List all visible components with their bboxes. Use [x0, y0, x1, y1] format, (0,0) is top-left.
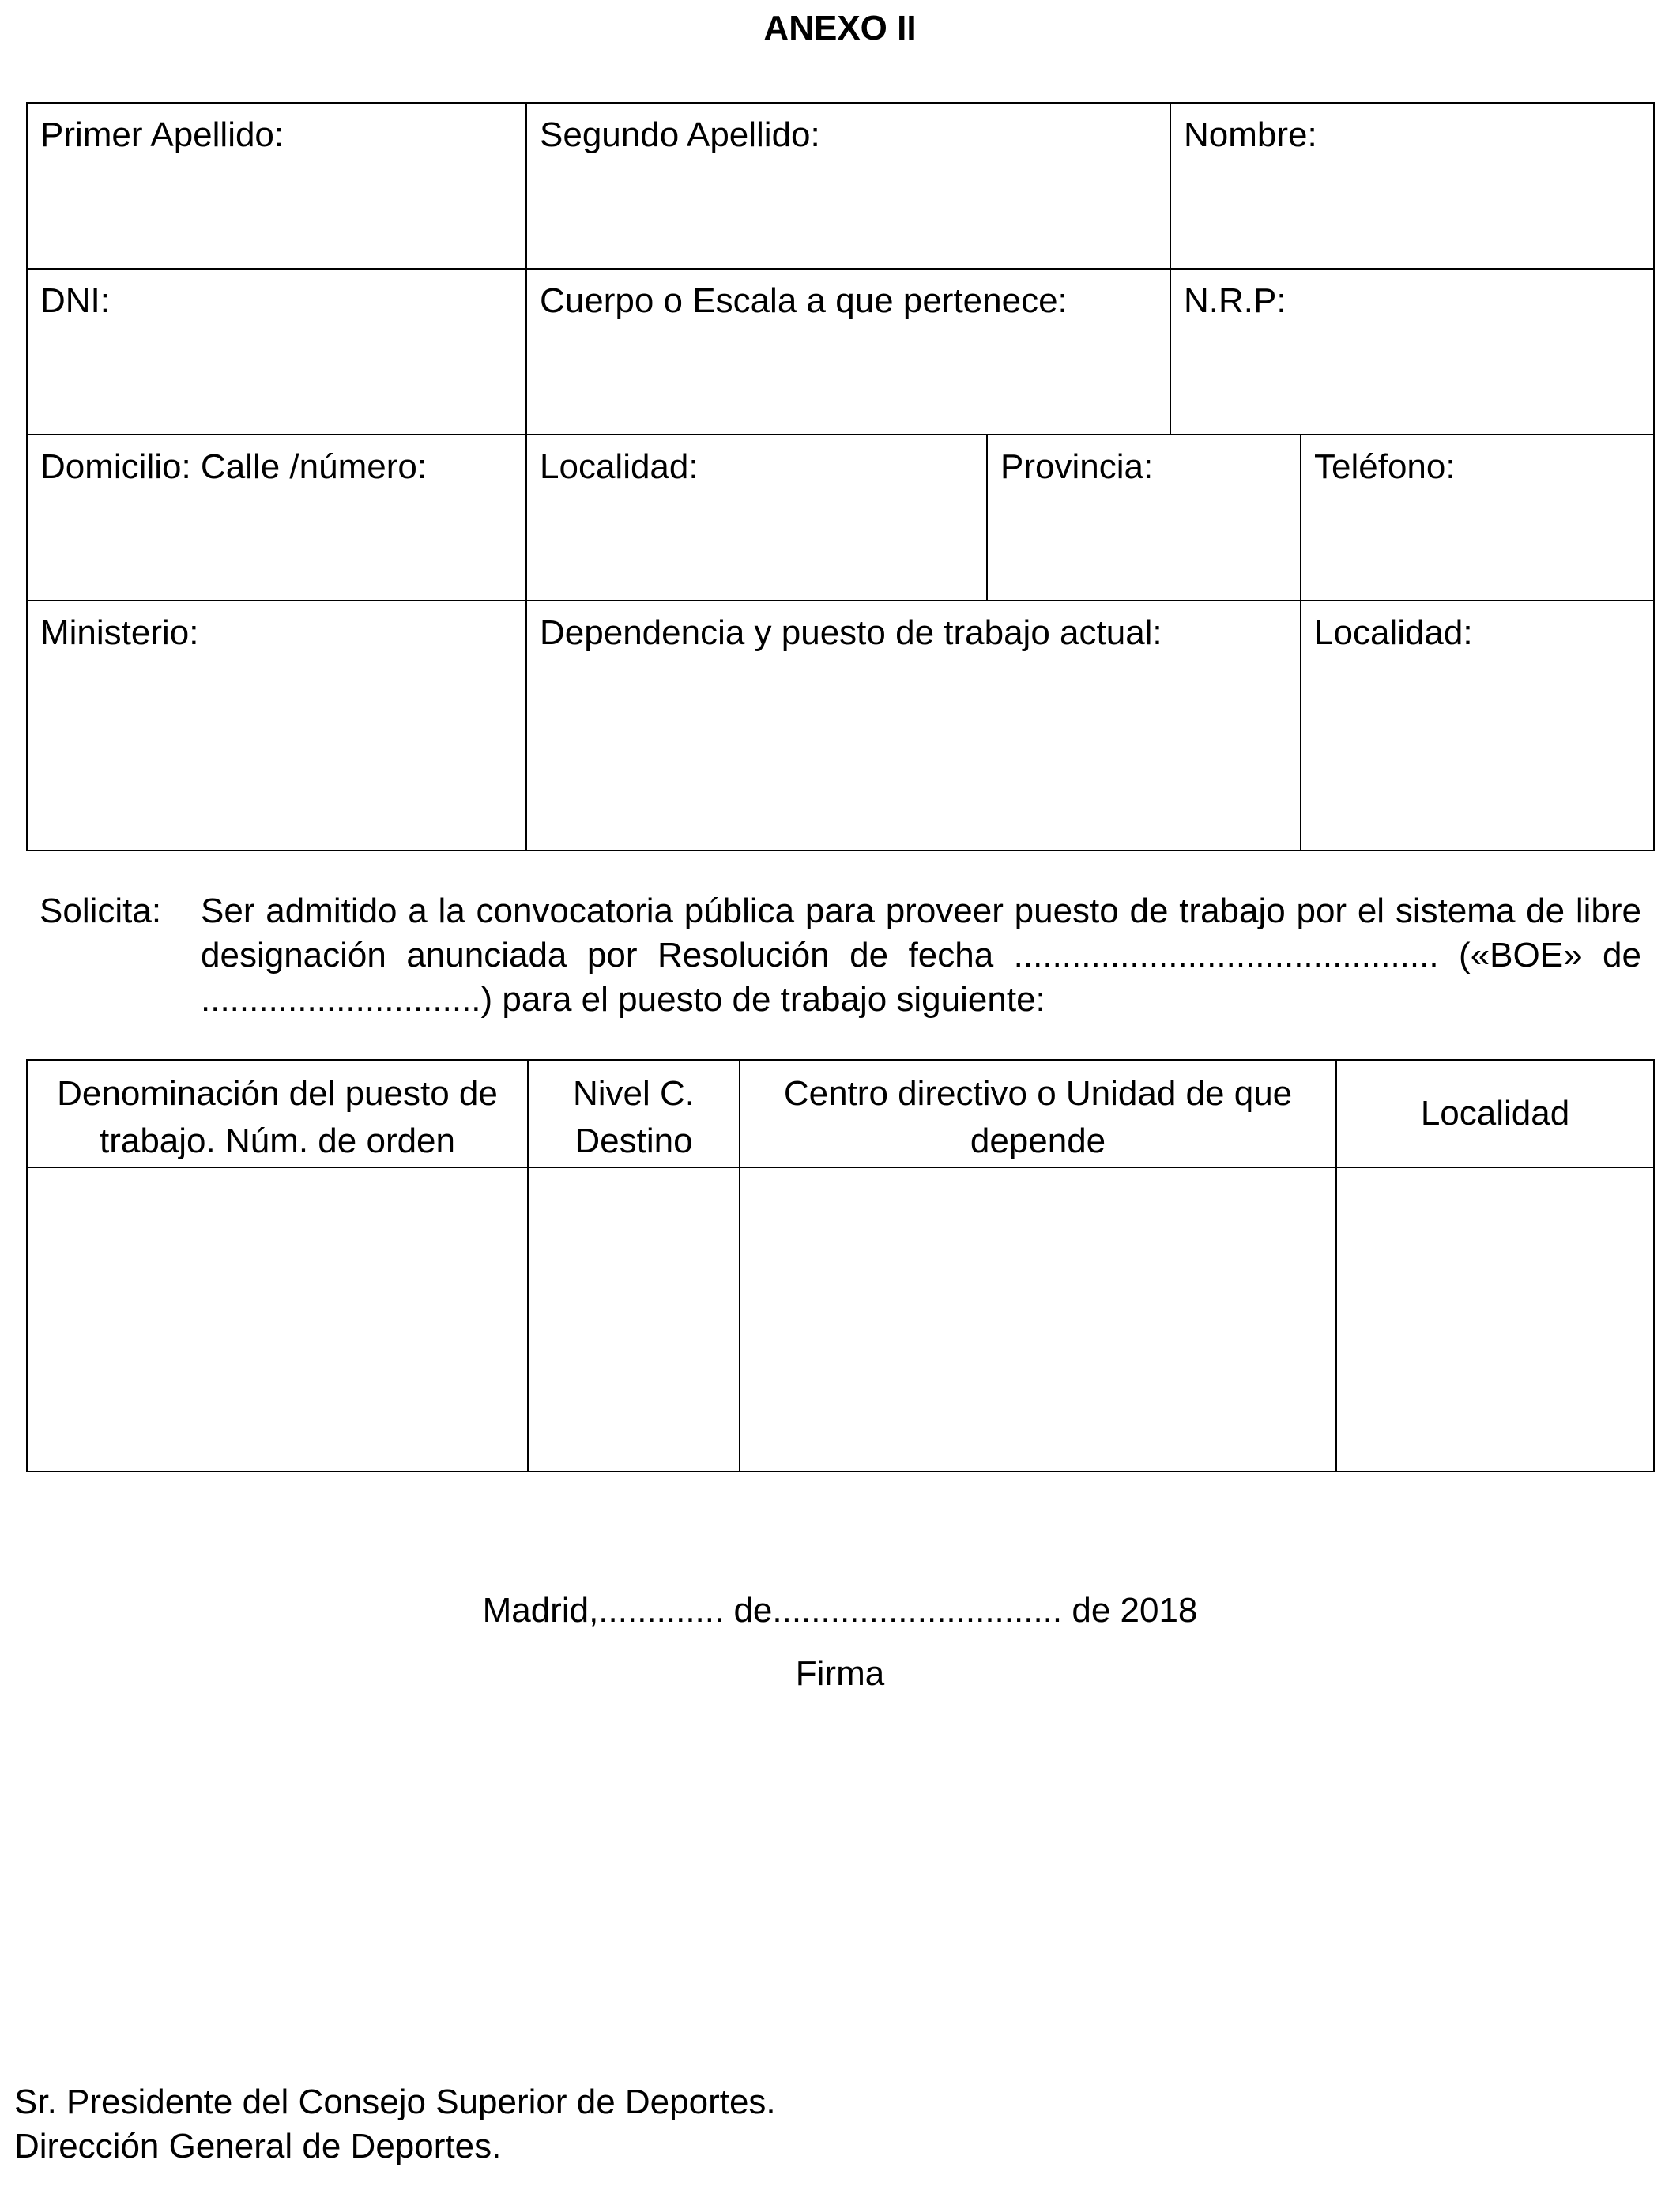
solicita-label: Solicita:: [40, 892, 162, 930]
addressee-line-2: Dirección General de Deportes.: [14, 2127, 502, 2166]
header-denominacion-label: Denominación del puesto de trabajo. Núm. de orden: [57, 1074, 498, 1160]
header-nivel-label: Nivel C. Destino: [572, 1074, 695, 1160]
dni-label: DNI:: [40, 281, 110, 320]
segundo-apellido-label: Segundo Apellido:: [540, 115, 820, 154]
nivel-input-cell[interactable]: [529, 1168, 740, 1471]
telefono-label: Teléfono:: [1314, 447, 1456, 486]
nrp-field[interactable]: [1171, 270, 1653, 435]
domicilio-field[interactable]: [28, 435, 527, 601]
puesto-table: [26, 1059, 1655, 1472]
header-localidad: [1337, 1061, 1653, 1168]
cuerpo-escala-field[interactable]: [527, 270, 1171, 435]
firma-label: Firma: [795, 1654, 885, 1693]
nombre-field[interactable]: [1171, 104, 1653, 270]
header-centro-directivo: [740, 1061, 1337, 1168]
centro-directivo-input-cell[interactable]: [740, 1168, 1337, 1471]
dni-field[interactable]: [28, 270, 527, 435]
addressee-line-1: Sr. Presidente del Consejo Superior de Deportes.: [14, 2083, 776, 2121]
localidad-trabajo-field[interactable]: [1301, 601, 1653, 850]
date-line: Madrid,............. de.............................. de 2018: [482, 1591, 1198, 1630]
dependencia-puesto-field[interactable]: [527, 601, 1301, 850]
ministerio-field[interactable]: [28, 601, 527, 850]
dependencia-puesto-label: Dependencia y puesto de trabajo actual:: [540, 613, 1162, 652]
nrp-label: N.R.P:: [1184, 281, 1286, 320]
ministerio-label: Ministerio:: [40, 613, 199, 652]
localidad-domicilio-field[interactable]: [527, 435, 988, 601]
localidad-domicilio-label: Localidad:: [540, 447, 699, 486]
header-centro-directivo-label: Centro directivo o Unidad de que depende: [783, 1074, 1293, 1160]
document-title: ANEXO II: [763, 9, 917, 47]
nombre-label: Nombre:: [1184, 115, 1317, 154]
primer-apellido-field[interactable]: [28, 104, 527, 270]
provincia-field[interactable]: [988, 435, 1301, 601]
segundo-apellido-field[interactable]: [527, 104, 1171, 270]
personal-data-table: [26, 102, 1655, 851]
primer-apellido-label: Primer Apellido:: [40, 115, 284, 154]
denominacion-input-cell[interactable]: [28, 1168, 529, 1471]
cuerpo-escala-label: Cuerpo o Escala a que pertenece:: [540, 281, 1068, 320]
provincia-label: Provincia:: [1000, 447, 1154, 486]
solicita-text: Ser admitido a la convocatoria pública para proveer puesto de trabajo por el sistema de libre designación anunciada por Resolución de fecha ............................................ («BOE» de .............................) para el puesto de trabajo siguiente:: [201, 892, 1641, 1019]
header-localidad-label: Localidad: [1420, 1094, 1570, 1133]
header-denominacion: [28, 1061, 529, 1168]
telefono-field[interactable]: [1301, 435, 1653, 601]
localidad-trabajo-label: Localidad:: [1314, 613, 1473, 652]
domicilio-label: Domicilio: Calle /número:: [40, 447, 428, 486]
localidad-input-cell[interactable]: [1337, 1168, 1653, 1471]
header-nivel: [529, 1061, 740, 1168]
